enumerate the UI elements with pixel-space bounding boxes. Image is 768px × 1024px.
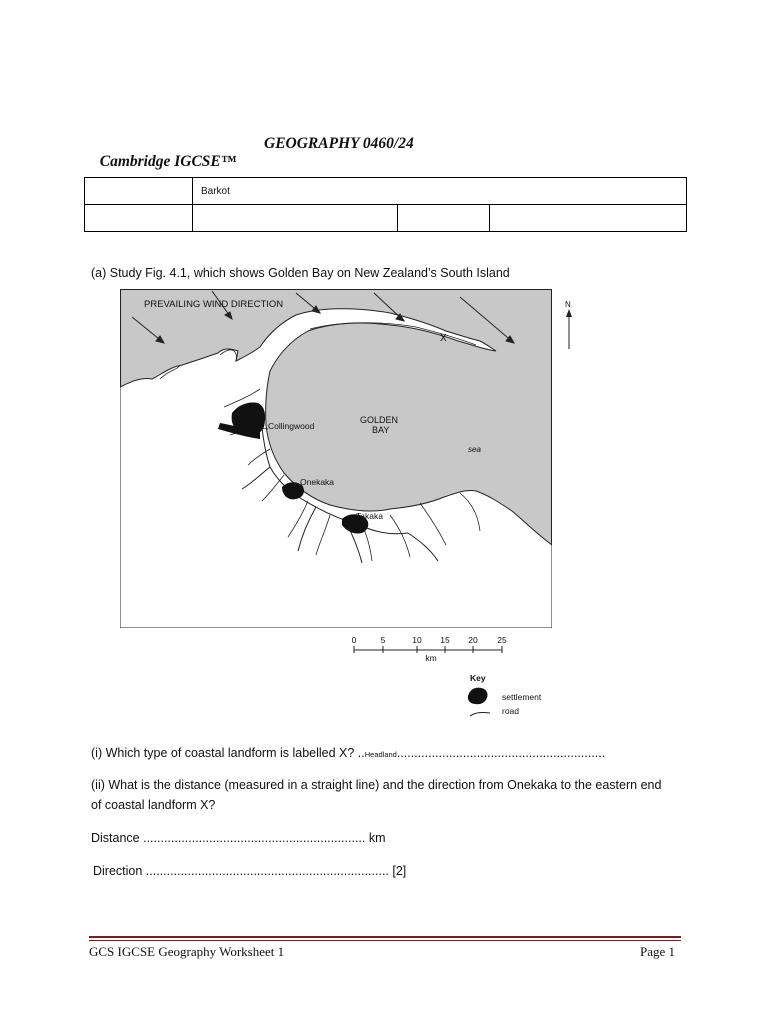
info-cell-value-2[interactable] <box>193 205 398 232</box>
scale-tick-10: 10 <box>412 635 422 645</box>
landform-x-label: X <box>440 333 447 344</box>
question-a: (a) Study Fig. 4.1, which shows Golden Bay on New Zealand’s South Island <box>91 266 510 280</box>
key-title: Key <box>470 673 486 683</box>
north-arrow <box>560 295 580 355</box>
settlement-label-onekaka: Onekaka <box>300 477 335 487</box>
scale-tick-20: 20 <box>468 635 478 645</box>
scale-tick-25: 25 <box>497 635 507 645</box>
scale-tick-0: 0 <box>351 635 357 645</box>
direction-answer-line[interactable]: Direction ...................................................................... [2] <box>93 864 407 878</box>
north-arrowhead-icon <box>566 309 572 317</box>
golden-bay-map <box>120 289 552 628</box>
scale-unit: km <box>425 653 437 663</box>
map-key <box>462 672 572 722</box>
footer-page-number: Page 1 <box>640 944 676 959</box>
sea-label: sea <box>468 445 481 454</box>
student-info-table <box>84 177 687 232</box>
wind-direction-label: PREVAILING WIND DIRECTION <box>144 299 284 310</box>
question-i <box>91 746 605 760</box>
key-settlement-label: settlement <box>502 692 542 702</box>
settlement-label-takaka: Takaka <box>356 511 383 521</box>
question-i-dots: ............................................................ <box>396 746 606 760</box>
road-symbol-icon <box>470 712 490 716</box>
question-ii-line-1: (ii) What is the distance (measured in a straight line) and the direction from Onekaka to the eastern end <box>91 778 662 792</box>
info-cell-label-1[interactable] <box>85 178 193 205</box>
footer-rule-thick <box>89 936 681 938</box>
question-i-text: (i) Which type of coastal landform is labelled X? .. <box>91 746 365 760</box>
settlement-symbol-icon <box>468 688 488 705</box>
question-ii-line-2: of coastal landform X? <box>91 798 216 812</box>
settlement-label-collingwood: Collingwood <box>268 421 315 431</box>
golden-bay-label-2: BAY <box>372 425 390 435</box>
subject-code: GEOGRAPHY 0460/24 <box>264 135 414 152</box>
north-label: N <box>565 300 571 309</box>
course-name: Cambridge IGCSE™ <box>99 153 237 170</box>
scale-tick-5: 5 <box>380 635 386 645</box>
question-i-answer[interactable]: Headland <box>364 750 397 759</box>
distance-answer-line[interactable]: Distance ................................................................ km <box>91 831 386 845</box>
info-cell-label-2[interactable] <box>85 205 193 232</box>
info-cell-value-1[interactable]: Barkot <box>193 178 687 205</box>
scale-bar <box>345 634 525 668</box>
footer-title: GCS IGCSE Geography Worksheet 1 <box>89 944 285 959</box>
footer-rule-thin <box>89 940 681 941</box>
key-road-label: road <box>502 706 520 716</box>
golden-bay-label-1: GOLDEN <box>360 415 399 425</box>
info-cell-value-3[interactable] <box>490 205 687 232</box>
scale-tick-15: 15 <box>440 635 450 645</box>
info-cell-label-3[interactable] <box>398 205 490 232</box>
